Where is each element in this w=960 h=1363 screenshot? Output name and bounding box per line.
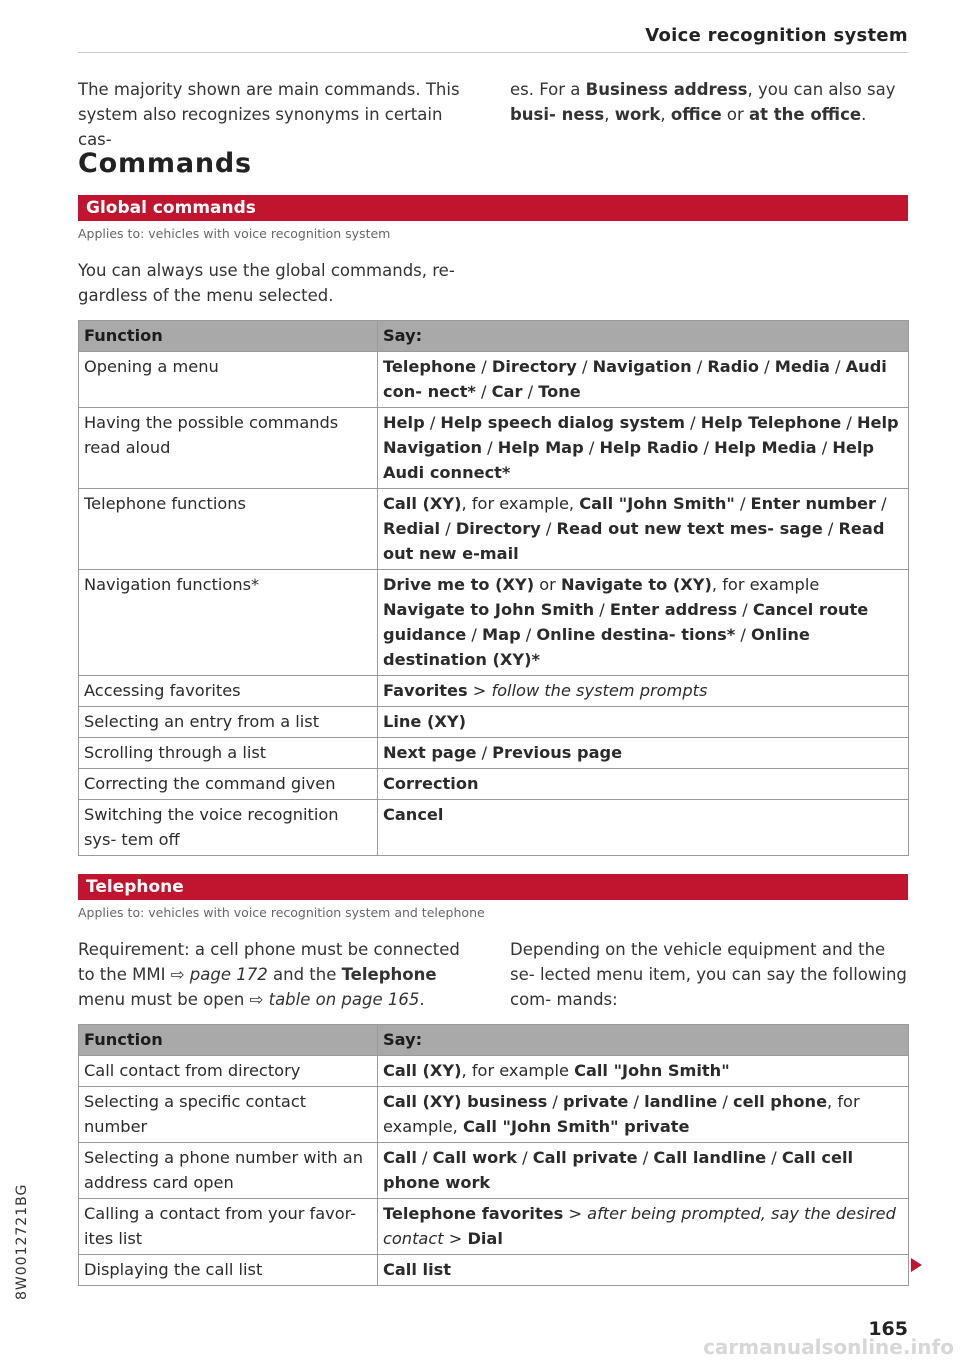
separator-text: > <box>563 1204 588 1223</box>
say-cell <box>378 676 909 707</box>
function-cell: Telephone functions <box>79 489 378 570</box>
function-cell: Accessing favorites <box>79 676 378 707</box>
continue-arrow-icon <box>911 1258 922 1272</box>
function-cell: Selecting a specific contact number <box>79 1087 378 1143</box>
watermark: carmanualsonline.info <box>703 1335 954 1359</box>
command-phrase: Directory <box>491 357 577 376</box>
table-row <box>79 570 909 676</box>
command-phrase: Media <box>774 357 830 376</box>
command-phrase: Tone <box>538 382 581 401</box>
separator-text: / <box>540 519 557 538</box>
table-row <box>79 1199 909 1255</box>
intro-right-paragraph: es. For a Business address, you can also say busi- ness, work, office or at the office. <box>510 80 896 124</box>
separator-text: / <box>475 382 492 401</box>
function-cell: Call contact from directory <box>79 1056 378 1087</box>
command-phrase: after being prompted, say the desired contact <box>383 1204 896 1248</box>
separator-text: / <box>637 1148 654 1167</box>
say-cell <box>378 769 909 800</box>
separator-text: / <box>717 1092 733 1111</box>
function-cell: Correcting the command given <box>79 769 378 800</box>
command-phrase: Call work <box>432 1148 518 1167</box>
table-row <box>79 489 909 570</box>
table-row <box>79 408 909 489</box>
table-row <box>79 800 909 856</box>
separator-text: > <box>467 681 492 700</box>
command-phrase: Online destina- tions* <box>536 625 736 644</box>
global-commands-table <box>78 320 909 856</box>
separator-text: / <box>576 357 593 376</box>
command-phrase: Navigate to (XY) <box>560 575 712 594</box>
separator-text: , for example, <box>461 494 580 513</box>
function-cell: Scrolling through a list <box>79 738 378 769</box>
column-header-function: Function <box>79 321 378 352</box>
command-phrase: cell phone <box>733 1092 828 1111</box>
command-phrase: Directory <box>455 519 541 538</box>
commands-heading: Commands <box>78 148 252 179</box>
separator-text: / <box>466 625 483 644</box>
separator-text: / <box>476 357 492 376</box>
separator-text: / <box>822 519 839 538</box>
command-phrase: Call cell phone work <box>383 1148 854 1192</box>
separator-text: / <box>685 413 701 432</box>
function-cell: Selecting an entry from a list <box>79 707 378 738</box>
telephone-requirement-paragraph: Requirement: a cell phone must be connected to the MMI ⇨ page 172 and the Telephone menu must be open ⇨ table on page 165. <box>78 940 460 1009</box>
separator-text: / <box>594 600 610 619</box>
command-phrase: Read out new text mes- sage <box>556 519 823 538</box>
separator-text: / <box>482 438 498 457</box>
command-phrase: Cancel route guidance <box>383 600 869 644</box>
separator-text: , for example <box>461 1061 575 1080</box>
table-row <box>79 1255 909 1286</box>
separator-text: / <box>547 1092 563 1111</box>
command-phrase: Call (XY) business <box>383 1092 548 1111</box>
telephone-heading: Telephone <box>78 874 908 900</box>
separator-text: / <box>698 438 715 457</box>
command-phrase: Call list <box>383 1260 452 1279</box>
separator-text: / <box>841 413 857 432</box>
command-phrase: Help Audi connect* <box>383 438 875 482</box>
command-phrase: follow the system prompts <box>491 681 708 700</box>
separator-text: / <box>476 743 493 762</box>
separator-text: / <box>737 600 753 619</box>
column-header-function: Function <box>79 1025 378 1056</box>
command-phrase: Online destination (XY)* <box>383 625 810 669</box>
separator-text: / <box>522 382 539 401</box>
table-row <box>79 352 909 408</box>
command-phrase: Telephone favorites <box>383 1204 564 1223</box>
header-divider <box>78 52 908 53</box>
command-phrase: private <box>563 1092 629 1111</box>
say-cell <box>378 738 909 769</box>
running-header: Voice recognition system <box>645 25 908 46</box>
function-cell: Opening a menu <box>79 352 378 408</box>
global-applies-note: Applies to: vehicles with voice recognition system <box>78 226 391 241</box>
command-phrase: Navigate to John Smith <box>383 600 595 619</box>
telephone-right-paragraph: Depending on the vehicle equipment and the se- lected menu item, you can say the following com- mands: <box>510 940 907 1009</box>
function-cell: Selecting a phone number with an address card open <box>79 1143 378 1199</box>
command-phrase: Help Navigation <box>383 413 899 457</box>
command-phrase: Enter address <box>609 600 738 619</box>
separator-text: , for example, <box>383 1092 860 1136</box>
command-phrase: Read out new e-mail <box>383 519 885 563</box>
separator-text: / <box>735 625 751 644</box>
command-phrase: landline <box>644 1092 718 1111</box>
command-phrase: Drive me to (XY) <box>383 575 535 594</box>
function-cell: Calling a contact from your favor- ites list <box>79 1199 378 1255</box>
command-phrase: Call private <box>532 1148 638 1167</box>
command-phrase: Previous page <box>492 743 623 762</box>
function-cell: Having the possible commands read aloud <box>79 408 378 489</box>
table-row <box>79 1087 909 1143</box>
table-row <box>79 707 909 738</box>
command-phrase: Audi con- nect* <box>383 357 887 401</box>
say-cell <box>378 800 909 856</box>
separator-text: / <box>734 494 751 513</box>
say-cell <box>378 570 909 676</box>
command-phrase: Call "John Smith" private <box>462 1117 690 1136</box>
command-phrase: Call (XY) <box>383 494 462 513</box>
say-cell <box>378 1087 909 1143</box>
separator-text: / <box>628 1092 645 1111</box>
separator-text: , for example <box>711 575 820 594</box>
command-phrase: Help Media <box>714 438 817 457</box>
say-cell <box>378 1255 909 1286</box>
command-phrase: Next page <box>383 743 477 762</box>
separator-text: / <box>520 625 537 644</box>
document-code: 8W0012721BG <box>14 1183 30 1300</box>
command-phrase: Call <box>383 1148 417 1167</box>
command-phrase: Call (XY) <box>383 1061 462 1080</box>
separator-text: / <box>759 357 775 376</box>
separator-text: or <box>534 575 561 594</box>
separator-text: / <box>829 357 846 376</box>
telephone-commands-table <box>78 1024 909 1286</box>
command-phrase: Help Map <box>497 438 584 457</box>
table-row <box>79 1056 909 1087</box>
command-phrase: Radio <box>707 357 759 376</box>
command-phrase: Redial <box>383 519 441 538</box>
command-phrase: Dial <box>467 1229 503 1248</box>
say-cell <box>378 408 909 489</box>
command-phrase: Help speech dialog system <box>440 413 686 432</box>
page-number: 165 <box>868 1318 908 1340</box>
command-phrase: Car <box>491 382 523 401</box>
separator-text: / <box>816 438 833 457</box>
command-phrase: Cancel <box>383 805 444 824</box>
table-row <box>79 769 909 800</box>
function-cell: Switching the voice recognition sys- tem off <box>79 800 378 856</box>
separator-text: > <box>443 1229 468 1248</box>
command-phrase: Navigation <box>592 357 692 376</box>
command-phrase: Call "John Smith" <box>574 1061 730 1080</box>
separator-text: / <box>440 519 456 538</box>
column-header-say: Say: <box>378 1025 909 1056</box>
telephone-applies-note: Applies to: vehicles with voice recognition system and telephone <box>78 905 485 920</box>
separator-text: / <box>875 494 887 513</box>
table-row <box>79 676 909 707</box>
command-phrase: Call landline <box>653 1148 767 1167</box>
command-phrase: Enter number <box>750 494 876 513</box>
column-header-say: Say: <box>378 321 909 352</box>
say-cell <box>378 1143 909 1199</box>
separator-text: / <box>517 1148 533 1167</box>
separator-text: / <box>416 1148 433 1167</box>
table-reference-link[interactable]: ⇨ table on page 165 <box>249 990 420 1009</box>
command-phrase: Help <box>383 413 425 432</box>
table-row <box>79 738 909 769</box>
command-phrase: Map <box>482 625 521 644</box>
function-cell: Displaying the call list <box>79 1255 378 1286</box>
command-phrase: Line (XY) <box>383 712 467 731</box>
command-phrase: Correction <box>383 774 479 793</box>
say-cell <box>378 707 909 738</box>
page-reference-link[interactable]: ⇨ page 172 <box>170 965 268 984</box>
command-phrase: Help Radio <box>599 438 699 457</box>
table-row <box>79 1143 909 1199</box>
command-phrase: Telephone <box>383 357 477 376</box>
separator-text: / <box>691 357 708 376</box>
global-intro-paragraph: You can always use the global commands, re- gardless of the menu selected. <box>78 261 455 305</box>
command-phrase: Call "John Smith" <box>579 494 735 513</box>
separator-text: / <box>424 413 441 432</box>
separator-text: / <box>583 438 600 457</box>
separator-text: / <box>766 1148 782 1167</box>
command-phrase: Favorites <box>383 681 468 700</box>
intro-left-paragraph: The majority shown are main commands. This system also recognizes synonyms in certain cas- <box>78 80 460 149</box>
say-cell <box>378 1199 909 1255</box>
say-cell <box>378 489 909 570</box>
command-phrase: Help Telephone <box>700 413 842 432</box>
function-cell: Navigation functions* <box>79 570 378 676</box>
global-commands-heading: Global commands <box>78 195 908 221</box>
say-cell <box>378 352 909 408</box>
say-cell <box>378 1056 909 1087</box>
